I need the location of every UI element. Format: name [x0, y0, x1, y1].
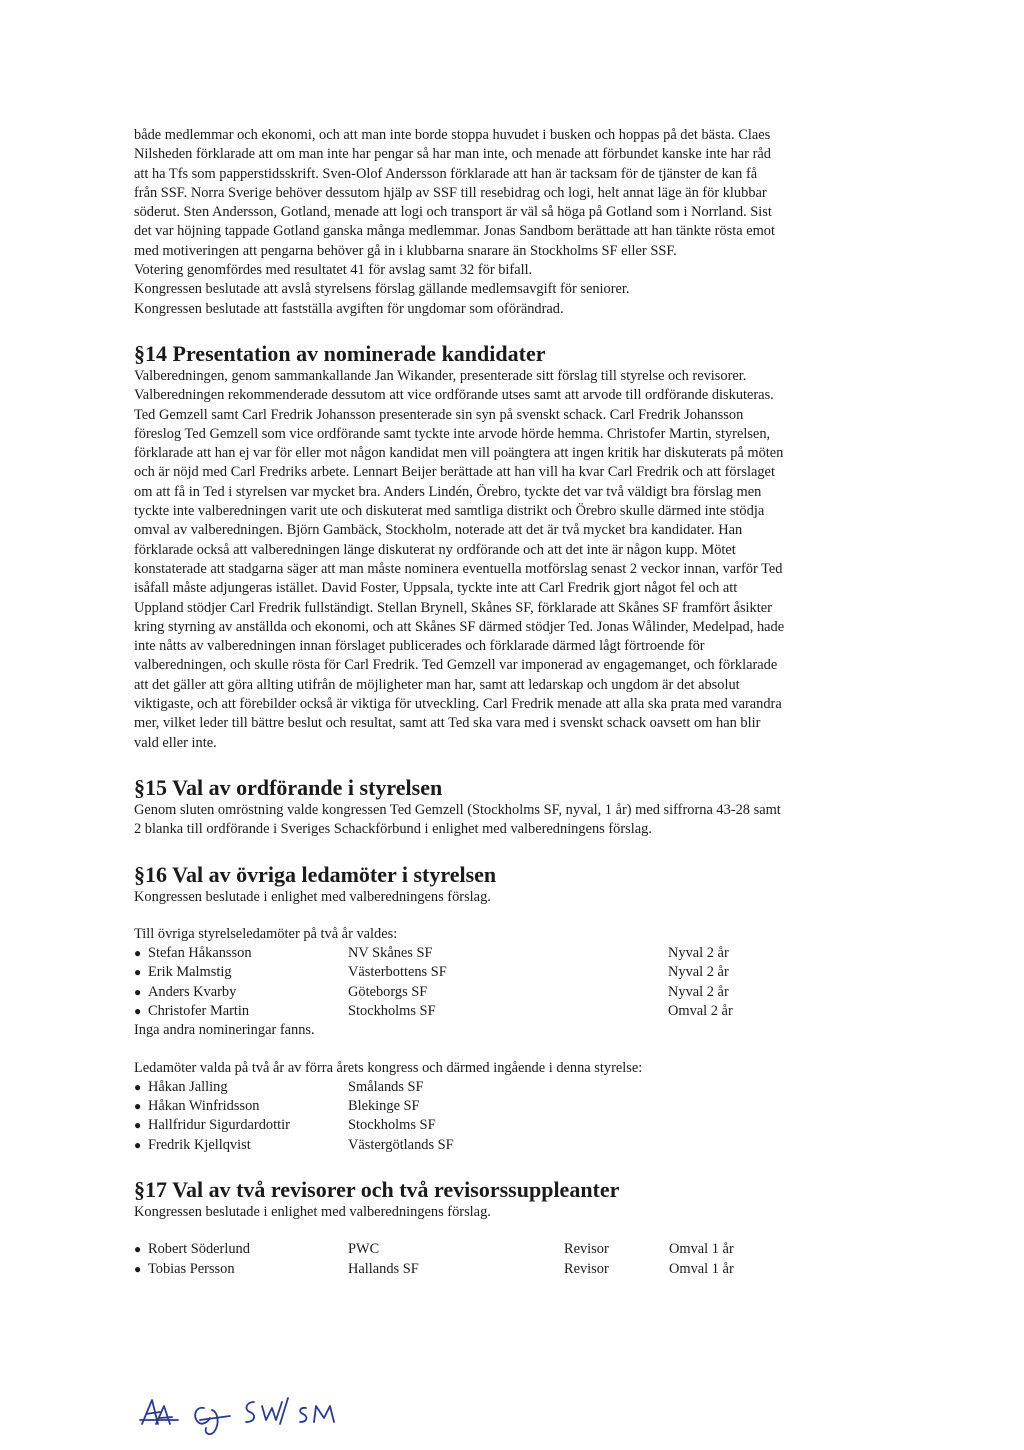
member-term: Nyval 2 år — [668, 945, 729, 962]
text-line: Kongressen beslutade att fastställa avgiften för ungdomar som oförändrad. — [134, 300, 564, 317]
member-club: Smålands SF — [348, 1078, 424, 1095]
member-club: Blekinge SF — [348, 1098, 420, 1115]
member-club: Västerbottens SF — [348, 964, 447, 981]
existing-members-list — [134, 1078, 894, 1155]
text-line: inte nåtts av valberedningen innan förslaget publicerades och förklarade därmed lågt förtroende för — [134, 638, 705, 655]
text-line: från SSF. Norra Sverige behöver dessutom hjälp av SSF till resebidrag och logi, helt annat läge än för klubbar — [134, 184, 767, 201]
member-name: Erik Malmstig — [148, 964, 232, 981]
text-line: Valberedningen, genom sammankallande Jan Wikander, presenterade sitt förslag till styrelse och revisorer. — [134, 367, 747, 384]
bullet-icon: ● — [134, 1261, 142, 1276]
text-line: viktigaste, och att förebilder också är viktiga för utveckling. Carl Fredrik menade att alla ska prata med varandra — [134, 696, 782, 713]
section-heading-16: §16 Val av övriga ledamöter i styrelsen — [134, 861, 497, 887]
existing-members-intro: Ledamöter valda på två år av förra årets kongress och därmed ingående i denna styrelse: — [134, 1059, 643, 1076]
list-item — [134, 983, 894, 1002]
auditor-role: Revisor — [564, 1260, 609, 1277]
text-line: om att få in Ted i styrelsen var mycket bra. Anders Lindén, Örebro, tyckte det var två väldigt bra förslag men — [134, 483, 762, 500]
text-line: med motiveringen att pengarna behöver gå in i klubbarna snarare än Stockholms SF eller SSF. — [134, 242, 677, 259]
auditor-role: Revisor — [564, 1241, 609, 1258]
list-item — [134, 1002, 894, 1021]
text-line: Votering genomfördes med resultatet 41 för avslag samt 32 för bifall. — [134, 262, 533, 279]
auditors-list — [134, 1240, 894, 1279]
handwritten-initials — [138, 1390, 368, 1440]
section-16-decision: Kongressen beslutade i enlighet med valberedningens förslag. — [134, 888, 491, 905]
bullet-icon: ● — [134, 946, 142, 961]
text-line: Ted Gemzell samt Carl Fredrik Johansson presenterade sin syn på svenskt schack. Carl Fredrik Johansson — [134, 406, 744, 423]
text-line: både medlemmar och ekonomi, och att man inte borde stoppa huvudet i busken och hoppas på det bästa. Claes — [134, 127, 771, 143]
member-club: NV Skånes SF — [348, 945, 433, 962]
member-club: Stockholms SF — [348, 1002, 436, 1019]
member-name: Fredrik Kjellqvist — [148, 1136, 251, 1153]
initials-cj — [195, 1408, 230, 1434]
auditor-term: Omval 1 år — [669, 1260, 734, 1277]
member-name: Christofer Martin — [148, 1002, 250, 1019]
section-heading-15: §15 Val av ordförande i styrelsen — [134, 774, 443, 800]
initials-aa — [140, 1400, 178, 1424]
member-term: Nyval 2 år — [668, 964, 729, 981]
bullet-icon: ● — [134, 1003, 142, 1018]
member-name: Håkan Jalling — [148, 1078, 228, 1095]
auditor-org: Hallands SF — [348, 1260, 419, 1277]
board-members-list — [134, 944, 894, 1021]
auditor-org: PWC — [348, 1241, 380, 1258]
member-name: Hallfridur Sigurdardottir — [148, 1117, 290, 1134]
member-term: Omval 2 år — [668, 1002, 733, 1019]
bullet-icon: ● — [134, 1079, 142, 1094]
bullet-icon: ● — [134, 1137, 142, 1152]
text-line: Valberedningen rekommenderade dessutom att vice ordförande utses samt att arvode till ordförande diskuteras. — [134, 387, 774, 404]
section-heading-17: §17 Val av två revisorer och två revisorssuppleanter — [134, 1177, 620, 1203]
text-line: förklarade också att valberedningen länge diskuterat ny ordförande och att det inte är någon kupp. Mötet — [134, 541, 736, 558]
auditor-name: Tobias Persson — [148, 1260, 235, 1277]
text-line: förklarade att han ej var för eller mot någon kandidat men vill poängtera att ingen kritik har diskuterats på möten — [134, 445, 784, 462]
text-line: mer, vilket leder till bättre beslut och resultat, samt att Ted ska vara med i svenskt schack oavsett om han blir — [134, 715, 761, 732]
list-item — [134, 1260, 894, 1279]
section-17-decision: Kongressen beslutade i enlighet med valberedningens förslag. — [134, 1204, 491, 1221]
section-14-body — [134, 367, 894, 753]
list-item — [134, 963, 894, 982]
text-line: vald eller inte. — [134, 734, 217, 751]
bullet-icon: ● — [134, 1099, 142, 1114]
list-item — [134, 1078, 894, 1097]
auditor-name: Robert Söderlund — [148, 1241, 250, 1258]
text-line: 2 blanka till ordförande i Sveriges Schackförbund i enlighet med valberedningens förslag. — [134, 821, 652, 838]
bullet-icon: ● — [134, 965, 142, 980]
member-club: Göteborgs SF — [348, 983, 428, 1000]
text-line: att ha Tfs som papperstidsskrift. Sven-Olof Andersson förklarade att han är tacksam för de tjänster de kan få — [134, 165, 758, 182]
auditor-term: Omval 1 år — [669, 1241, 734, 1258]
member-club: Västergötlands SF — [348, 1136, 454, 1153]
member-term: Nyval 2 år — [668, 983, 729, 1000]
text-line: söderut. Sten Andersson, Gotland, menade att logi och transport är väl så höga på Gotland som i Norrland. Sist — [134, 204, 772, 221]
initials-sw — [246, 1398, 288, 1424]
text-line: valberedningen, och skulle rösta för Carl Fredrik. Ted Gemzell var imponerad av engagemanget, och förklarade — [134, 657, 778, 674]
member-name: Håkan Winfridsson — [148, 1098, 260, 1115]
text-line: och är nöjd med Carl Fredriks arbete. Lennart Beijer berättade att han vill ha kvar Carl Fredrik och att förslaget — [134, 464, 775, 481]
bullet-icon: ● — [134, 984, 142, 999]
document-page — [134, 126, 894, 1279]
bullet-icon: ● — [134, 1118, 142, 1133]
board-list-note: Inga andra nomineringar fanns. — [134, 1022, 315, 1039]
text-line: Kongressen beslutade att avslå styrelsens förslag gällande medlemsavgift för seniorer. — [134, 281, 630, 298]
list-item — [134, 1116, 894, 1135]
member-club: Stockholms SF — [348, 1117, 436, 1134]
list-item — [134, 1097, 894, 1116]
text-line: Nilsheden förklarade att om man inte har pengar så har man inte, och menade att förbundet kanske inte har råd — [134, 146, 771, 163]
member-name: Anders Kvarby — [148, 983, 237, 1000]
intro-paragraph — [134, 126, 894, 319]
text-line: föreslog Ted Gemzell som vice ordförande samt tyckte inte arvode hörde hemma. Christofer Martin, styrelsen, — [134, 425, 771, 442]
text-line: tyckte inte valberedningen varit ute och diskuterat med samtliga distrikt och Örebro skulle därmed inte stödja — [134, 503, 765, 520]
board-list-intro: Till övriga styrelseledamöter på två år valdes: — [134, 925, 398, 942]
text-line: att det gäller att göra allting utifrån de möjligheter man har, samt att ledarskap och ungdom är det absolut — [134, 676, 740, 693]
text-line: konstaterade att stadgarna säger att man måste nominera eventuella motförslag senast 2 veckor innan, varför Ted — [134, 560, 783, 577]
list-item — [134, 1240, 894, 1259]
text-line: omval av valberedningen. Björn Gambäck, Stockholm, noterade att det är två mycket bra kandidater. Han — [134, 522, 743, 539]
initials-sm — [300, 1406, 334, 1422]
text-line: isåfall måste adjungeras istället. David Foster, Uppsala, tyckte inte att Carl Fredrik gjort något fel och att — [134, 580, 738, 597]
member-name: Stefan Håkansson — [148, 945, 252, 962]
bullet-icon: ● — [134, 1242, 142, 1257]
text-line: det var höjning tappade Gotland ganska många medlemmar. Jonas Sandbom berättade att han tänkte rösta emot — [134, 223, 775, 240]
list-item — [134, 1136, 894, 1155]
text-line: Genom sluten omröstning valde kongressen Ted Gemzell (Stockholms SF, nyval, 1 år) med siffrorna 43-28 samt — [134, 801, 781, 818]
text-line: kring styrning av anställda och ekonomi, och att Skånes SF därmed stödjer Ted. Jonas Wålinder, Medelpad, hade — [134, 618, 785, 635]
section-heading-14: §14 Presentation av nominerade kandidater — [134, 340, 546, 366]
section-15-body — [134, 801, 894, 840]
list-item — [134, 944, 894, 963]
text-line: Uppland stödjer Carl Fredrik fullständigt. Stellan Brynell, Skånes SF, förklarade att Skånes SF framfört åsikter — [134, 599, 772, 616]
